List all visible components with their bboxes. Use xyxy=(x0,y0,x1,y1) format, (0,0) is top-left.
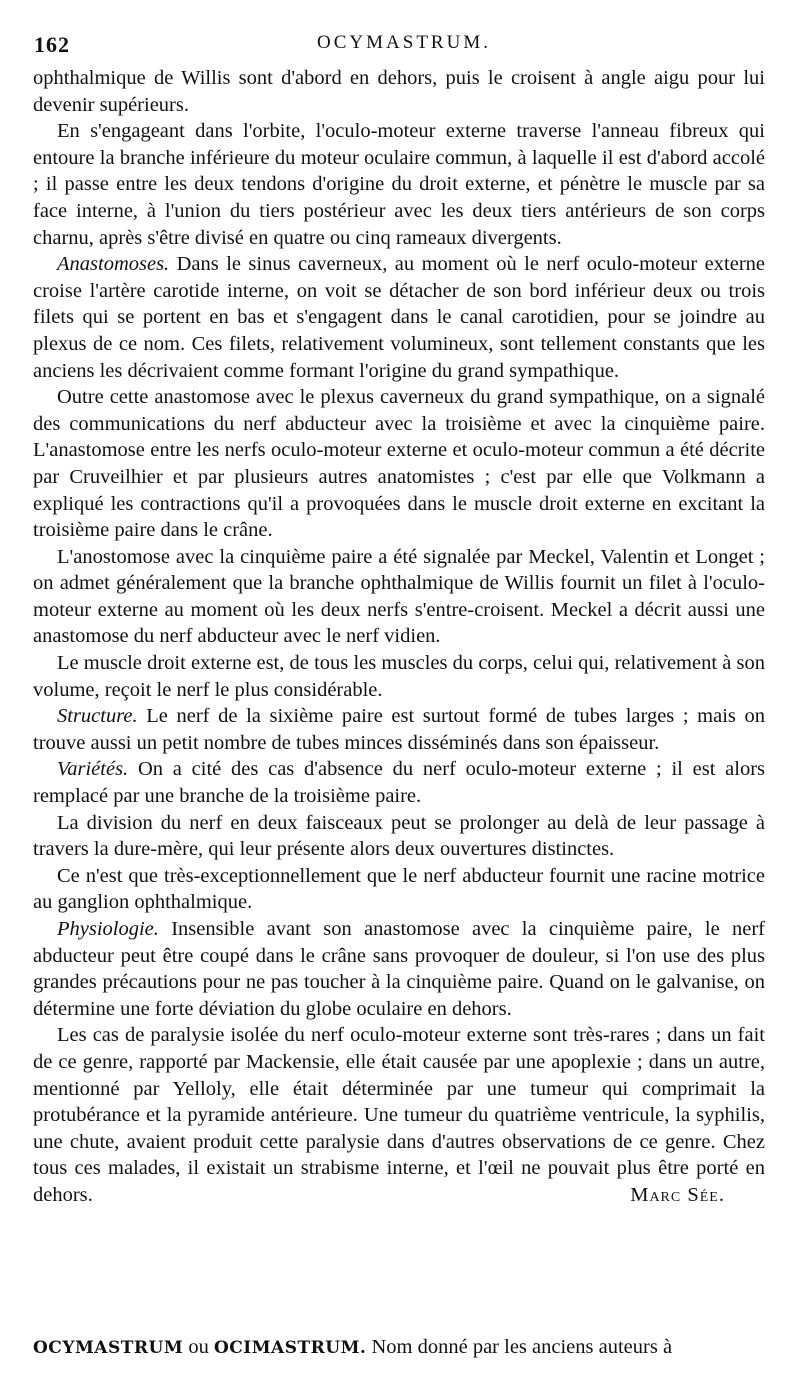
next-entry xyxy=(33,1334,765,1361)
paragraph-structure xyxy=(33,703,765,756)
physiologie-text: Insensible avant son anastomose avec la cinquième paire, le nerf abducteur peut être coupé dans le crâne sans provoquer de douleur, si l'on use des plus grandes précautions pour ne pas toucher à la cinquième paire. Quand on le galvanise, on détermine une forte déviation du globe oculaire en dehors. xyxy=(33,918,765,1020)
page-header xyxy=(34,24,774,64)
continuation-paragraph: ophthalmique de Willis sont d'abord en dehors, puis le croisent à angle aigu pour lui devenir supérieurs. xyxy=(33,67,765,116)
page-number: 162 xyxy=(34,32,70,57)
paragraph-communications: Outre cette anastomose avec le plexus caverneux du grand sympathique, on a signalé des communications du nerf abducteur avec la troisième et avec la cinquième paire. L'anastomose entre les nerfs oculo-moteur externe et oculo-moteur commun a été décrite par Cruveilhier et par plusieurs autres anatomistes ; c'est par elle que Volkmann a expliqué les contractions qu'il a provoquées dans le muscle droit externe en excitant la troisième paire dans le crâne. xyxy=(33,386,765,542)
author-signature: Marc Sée. xyxy=(630,1183,725,1206)
article-body xyxy=(33,65,765,1209)
paragraph-paralysie xyxy=(33,1022,765,1208)
section-lead-structure: Structure. xyxy=(57,705,138,728)
section-lead-physiologie: Physiologie. xyxy=(57,918,159,940)
paragraph-cinquieme-paire: L'anostomose avec la cinquième paire a été signalée par Meckel, Valentin et Longet ; on admet généralement que la branche ophthalmique de Willis fournit un filet à l'oculo-moteur externe au moment où les deux nerfs s'entre-croisent. Meckel a décrit aussi une anastomose du nerf abducteur avec le nerf vidien. xyxy=(33,545,765,648)
paragraph-physiologie xyxy=(33,916,765,1022)
paragraph-varietes xyxy=(33,756,765,809)
paragraph-division: La division du nerf en deux faisceaux peut se prolonger au delà de leur passage à travers la dure-mère, qui leur présente alors deux ouvertures distinctes. xyxy=(33,811,765,861)
structure-text: Le nerf de la sixième paire est surtout formé de tubes larges ; mais on trouve aussi un petit nombre de tubes minces disséminés dans son épaisseur. xyxy=(33,705,766,754)
entry-headword: OCYMASTRUM xyxy=(33,1338,184,1358)
paragraph-muscle: Le muscle droit externe est, de tous les muscles du corps, celui qui, relativement à son volume, reçoit le nerf le plus considérable. xyxy=(33,652,765,701)
paragraph-racine: Ce n'est que très-exceptionnellement que le nerf abducteur fournit une racine motrice au ganglion ophthalmique. xyxy=(33,864,765,914)
paragraph-orbit: En s'engageant dans l'orbite, l'oculo-moteur externe traverse l'anneau fibreux qui entoure la branche inférieure du moteur oculaire commun, à laquelle il est d'abord accolé ; il passe entre les deux tendons d'origine du droit externe, et pénètre le muscle par sa face interne, à l'union du tiers postérieur avec les deux tiers antérieurs de son corps charnu, après s'être divisé en quatre ou cinq rameaux divergents. xyxy=(33,120,765,249)
varietes-text: On a cité des cas d'absence du nerf oculo-moteur externe ; il est alors remplacé par une branche de la troisième paire. xyxy=(33,758,766,808)
paralysie-text: Les cas de paralysie isolée du nerf oculo-moteur externe sont très-rares ; dans un fait de ce genre, rapporté par Mackensie, elle était causée par une apoplexie ; dans un autre, mentionné par Yelloly, elle était déterminée par une tumeur qui comprimait la protubérance et la pyramide antérieure. Une tumeur du quatrième ventricule, la syphilis, une chute, avaient produit cette paralysie dans d'autres observations de ce genre. Chez tous ces malades, il existait un strabisme interne, et l'œil ne pouvait plus être porté en dehors. xyxy=(33,1024,765,1206)
anastomoses-text: Dans le sinus caverneux, au moment où le nerf oculo-moteur externe croise l'artère carotide interne, on voit se détacher de son bord inférieur deux ou trois filets qui se portent en bas et s'engagent dans le canal carotidien, pour se joindre au plexus de ce nom. Ces filets, relativement volumineux, sont tellement constants que les anciens les décrivaient comme formant l'origine du grand sympathique. xyxy=(33,253,765,382)
paragraph-anastomoses xyxy=(33,251,765,384)
entry-text: Nom donné par les anciens auteurs à xyxy=(366,1336,673,1358)
running-head: OCYMASTRUM. xyxy=(317,32,491,53)
entry-headword-variant: OCIMASTRUM. xyxy=(213,1338,367,1358)
section-lead-varietes: Variétés. xyxy=(57,758,129,781)
section-lead-anastomoses: Anastomoses. xyxy=(57,253,170,276)
entry-connector: ou xyxy=(183,1336,214,1358)
